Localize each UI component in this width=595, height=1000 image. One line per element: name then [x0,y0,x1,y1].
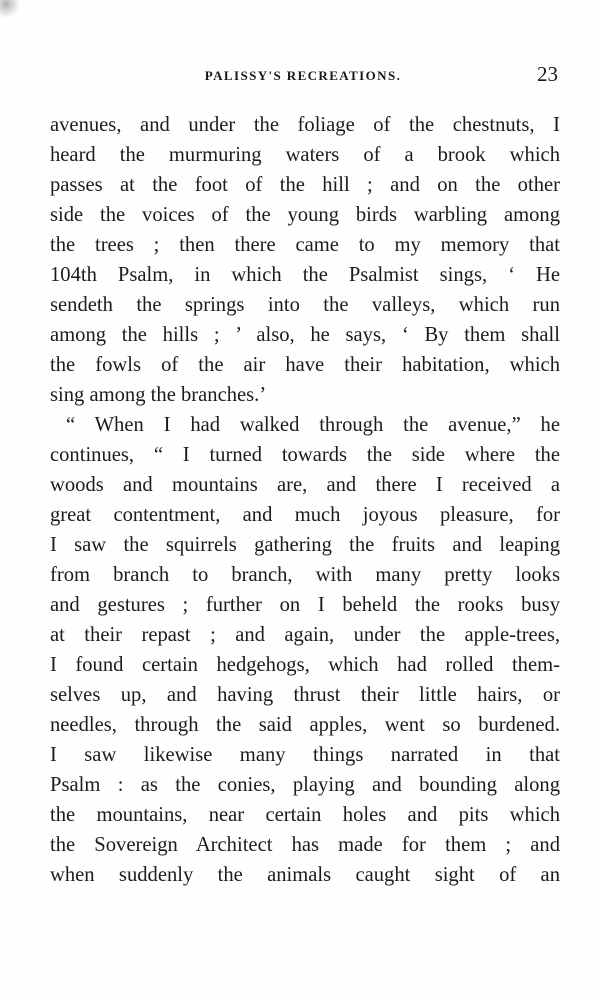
text-line: the Sovereign Architect has made for them ; and [50,834,560,856]
text-line: and gestures ; further on I beheld the rooks busy [50,594,560,616]
text-line: I found certain hedgehogs, which had rolled them- [50,654,560,676]
text-line: the trees ; then there came to my memory that [50,234,560,256]
text-line: avenues, and under the foliage of the chestnuts, I [50,114,560,136]
text-line: 104th Psalm, in which the Psalmist sings, ‘ He [50,264,560,286]
text-line: “ When I had walked through the avenue,” he [66,414,560,436]
text-line: I saw likewise many things narrated in that [50,744,560,766]
text-line: passes at the foot of the hill ; and on the other [50,174,560,196]
text-line: side the voices of the young birds warbling among [50,204,560,226]
body-text [50,110,560,890]
text-line: from branch to branch, with many pretty looks [50,564,560,586]
text-line: at their repast ; and again, under the apple-trees, [50,624,560,646]
text-line: when suddenly the animals caught sight of an [50,864,560,886]
text-line: great contentment, and much joyous pleasure, for [50,504,560,526]
text-line: selves up, and having thrust their little hairs, or [50,684,560,706]
text-line: the mountains, near certain holes and pits which [50,804,560,826]
page-number: 23 [537,62,558,86]
page-corner-mark [0,0,30,22]
text-line: woods and mountains are, and there I received a [50,474,560,496]
text-line: sendeth the springs into the valleys, which run [50,294,560,316]
text-line: among the hills ; ’ also, he says, ‘ By them shall [50,324,560,346]
text-line: the fowls of the air have their habitation, which [50,354,560,376]
text-line: continues, “ I turned towards the side where the [50,444,560,466]
text-line: I saw the squirrels gathering the fruits and leaping [50,534,560,556]
running-head: PALISSY'S RECREATIONS. [204,68,402,83]
text-line: Psalm : as the conies, playing and bounding along [50,774,560,796]
text-line: heard the murmuring waters of a brook which [50,144,560,166]
text-line: sing among the branches.’ [50,384,267,406]
page-header [48,62,558,86]
text-line: needles, through the said apples, went so burdened. [50,714,560,736]
